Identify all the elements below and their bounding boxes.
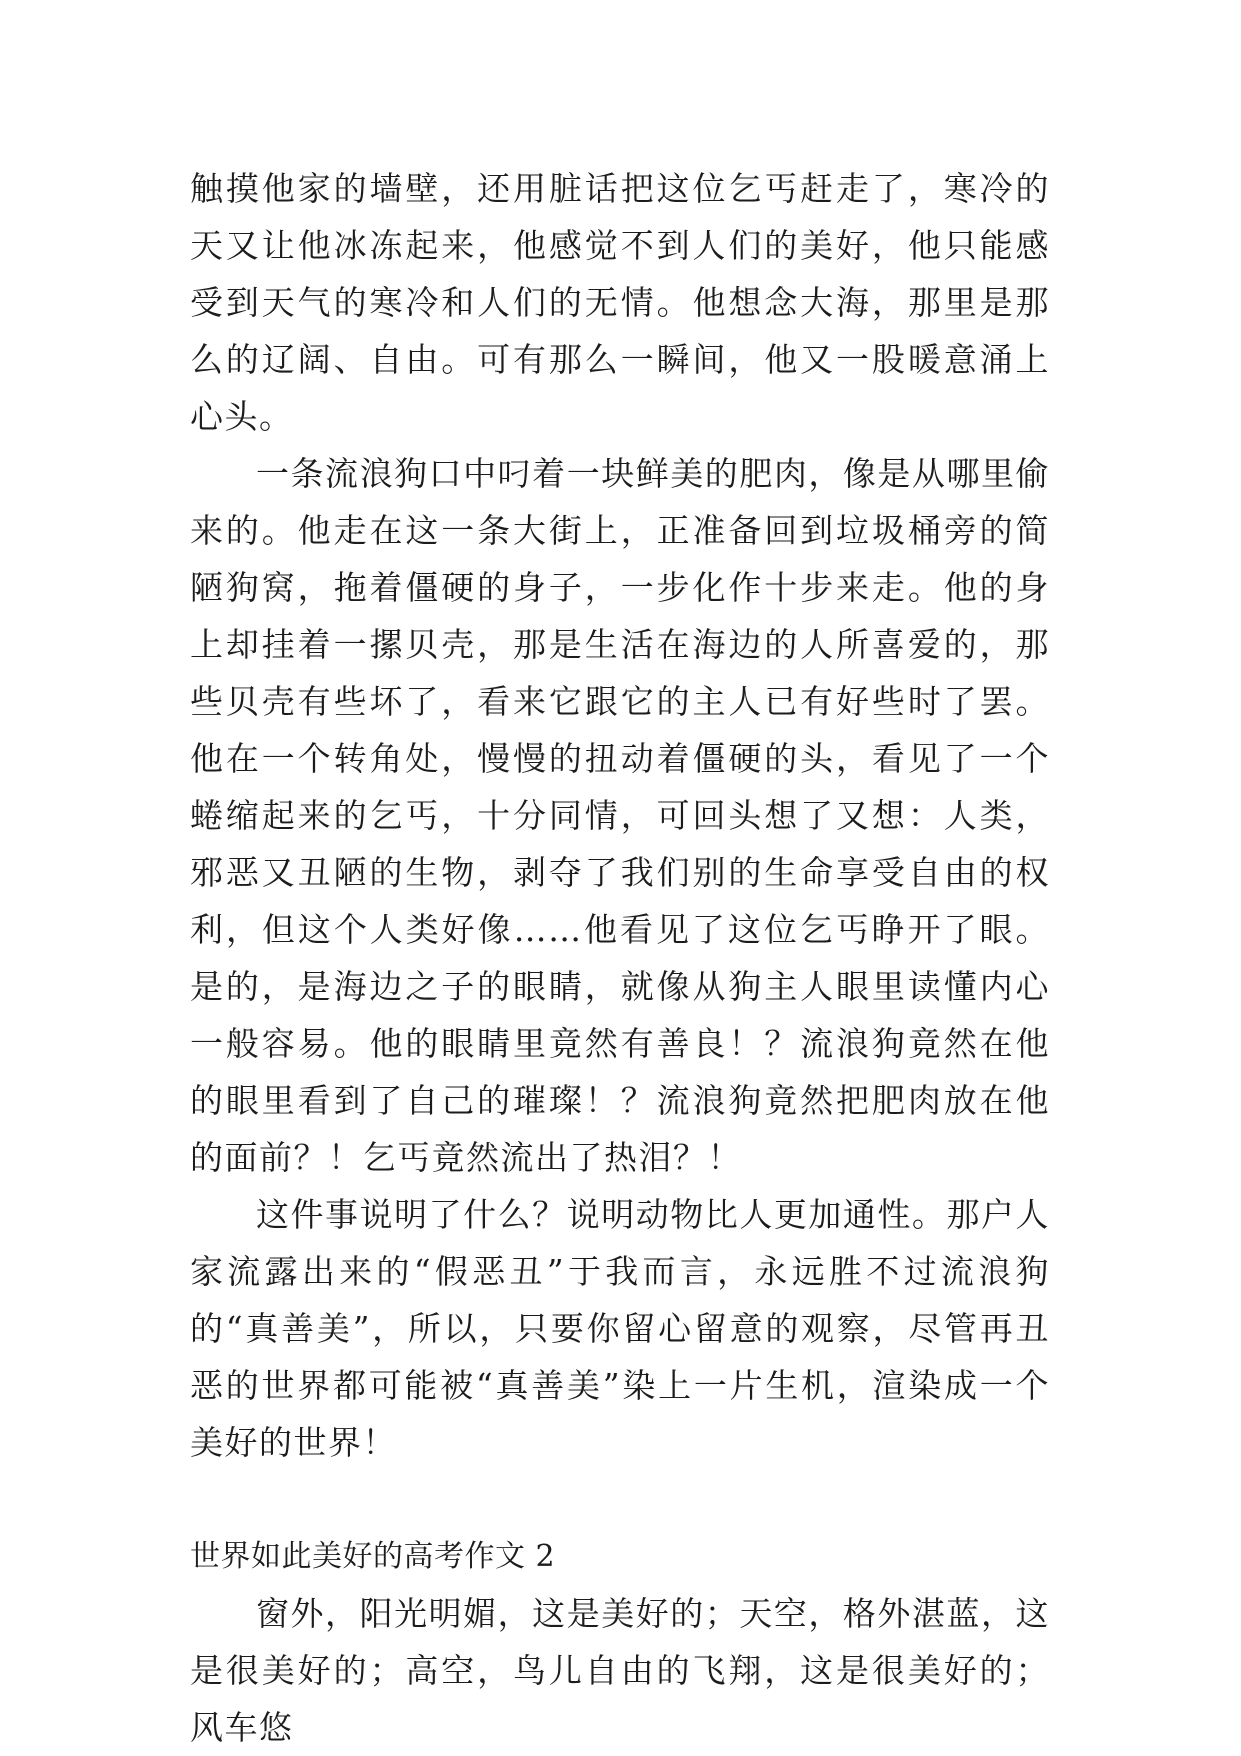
paragraph-stray-dog: 一条流浪狗口中叼着一块鲜美的肥肉，像是从哪里偷来的。他走在这一条大街上，正准备回到垃圾桶旁的简陋狗窝，拖着僵硬的身子，一步化作十步来走。他的身上却挂着一摞贝壳，那是生活在海边的人所喜爱的，那些贝壳有些坏了，看来它跟它的主人已有好些时了罢。他在一个转角处，慢慢的扭动着僵硬的头，看见了一个蜷缩起来的乞丐，十分同情，可回头想了又想：人类，邪恶又丑陋的生物，剥夺了我们别的生命享受自由的权利，但这个人类好像……他看见了这位乞丐睁开了眼。是的，是海边之子的眼睛，就像从狗主人眼里读懂内心一般容易。他的眼睛里竟然有善良！？流浪狗竟然在他的眼里看到了自己的璀璨！？流浪狗竟然把肥肉放在他的面前？！乞丐竟然流出了热泪？！ — [190, 454, 1050, 1177]
document-body — [190, 160, 1050, 1756]
essay-heading: 世界如此美好的高考作文 2 — [190, 1539, 556, 1574]
paragraph-conclusion: 这件事说明了什么？说明动物比人更加通性。那户人家流露出来的“假恶丑”于我而言，永远胜不过流浪狗的“真善美”，所以，只要你留心留意的观察，尽管再丑恶的世界都可能被“真善美”染上一片生机，渲染成一个美好的世界！ — [190, 1195, 1050, 1462]
paragraph-essay-2-opening: 窗外，阳光明媚，这是美好的；天空，格外湛蓝，这是很美好的；高空，鸟儿自由的飞翔，这是很美好的；风车悠 — [190, 1594, 1050, 1747]
paragraph-continuation: 触摸他家的墙壁，还用脏话把这位乞丐赶走了，寒冷的天又让他冰冻起来，他感觉不到人们的美好，他只能感受到天气的寒冷和人们的无情。他想念大海，那里是那么的辽阔、自由。可有那么一瞬间，他又一股暖意涌上心头。 — [190, 169, 1050, 436]
